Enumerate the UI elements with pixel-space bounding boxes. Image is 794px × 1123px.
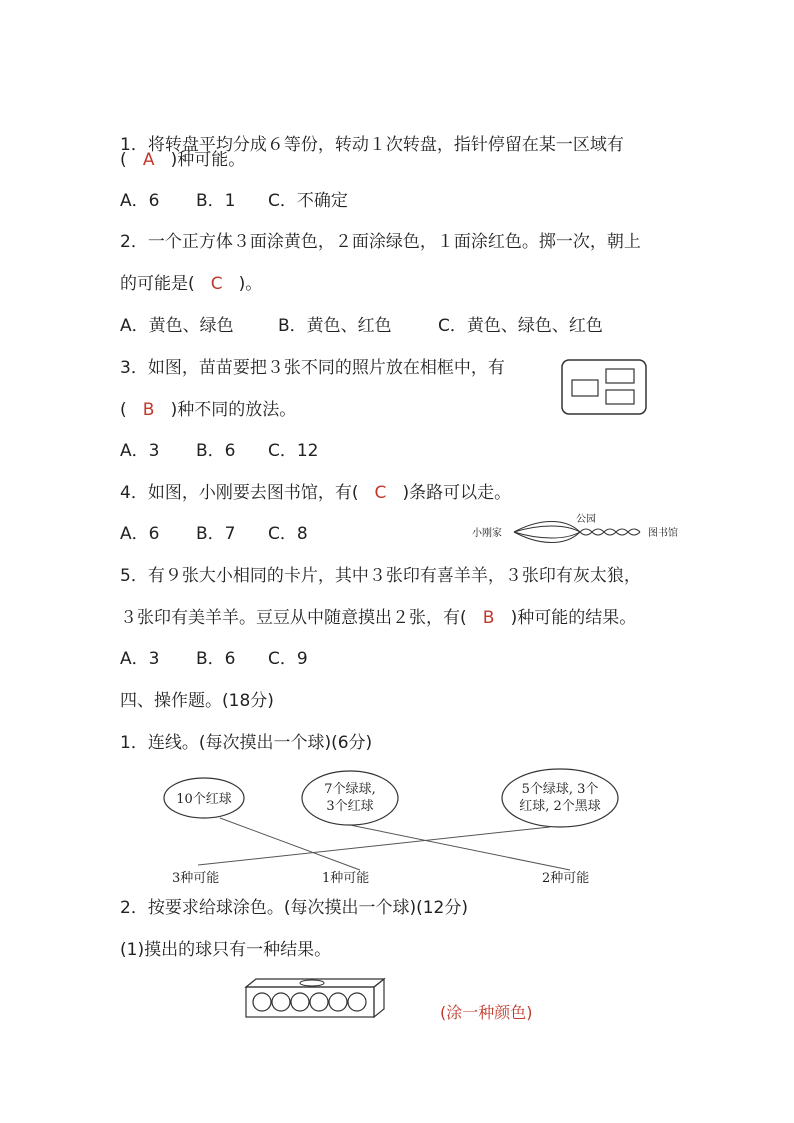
ball-6[interactable] — [348, 993, 366, 1011]
box-side — [374, 979, 384, 1017]
q1-text: 1．将转盘平均分成６等份，转动１次转盘，指针停留在某一区域有 — [120, 135, 624, 155]
outcome-2: 2种可能 — [542, 871, 590, 886]
q4-prefix: 4．如图，小刚要去图书馆，有( — [120, 483, 359, 503]
ball-box-figure — [240, 975, 390, 1025]
q2-answer-line — [120, 272, 262, 296]
q3-answer-line — [120, 398, 296, 422]
q2-prefix: 的可能是( — [120, 274, 195, 294]
map-label-library: 图书馆 — [648, 528, 678, 539]
q5-option-b: B．6 — [196, 649, 236, 669]
box-opening — [300, 980, 324, 986]
matching-figure — [150, 768, 650, 888]
route-home-park-1 — [514, 522, 580, 533]
bubble-10-red-text: 10个红球 — [176, 792, 232, 807]
bubble-5-green-3-red-2-black — [502, 769, 618, 827]
q3-options — [120, 439, 319, 463]
q2-option-a: A．黄色、绿色 — [120, 316, 234, 336]
frame-slot-top-right — [606, 369, 634, 383]
frame-slot-bottom-right — [606, 390, 634, 404]
q1-answer-line — [120, 148, 245, 172]
q1-option-a: A．6 — [120, 191, 160, 211]
photo-frame-figure — [560, 358, 650, 418]
q1-options — [120, 189, 348, 213]
q1-option-b: B．1 — [196, 191, 236, 211]
op1-title: 1．连线。(每次摸出一个球)(6分) — [120, 733, 373, 753]
q4-option-a: A．6 — [120, 524, 160, 544]
q5-prefix: ３张印有美羊羊。豆豆从中随意摸出２张，有( — [120, 608, 467, 628]
q2-option-b: B．黄色、红色 — [278, 316, 392, 336]
ball-1[interactable] — [253, 993, 271, 1011]
route-home-park-4 — [514, 532, 580, 543]
q5-suffix: )种可能的结果。 — [510, 608, 637, 628]
ball-5[interactable] — [329, 993, 347, 1011]
q4-options — [120, 522, 308, 546]
outcome-1: 1种可能 — [322, 871, 370, 886]
q2-options — [120, 314, 603, 338]
q5-option-c: C．9 — [268, 649, 308, 669]
q5-answer-line — [120, 606, 636, 630]
bubble-7-green-3-red — [302, 771, 398, 825]
q3-option-b: B．6 — [196, 441, 236, 461]
q4-suffix: )条路可以走。 — [402, 483, 512, 503]
q2-answer: C — [210, 274, 223, 294]
q3-text: 3．如图，苗苗要把３张不同的照片放在相框中，有 — [120, 358, 505, 378]
bubble-3-line-1: 5个绿球, 3个 — [521, 782, 599, 797]
q5-text: 5．有９张大小相同的卡片，其中３张印有喜羊羊，３张印有灰太狼， — [120, 566, 641, 586]
q4-answer: C — [374, 483, 387, 503]
ball-3[interactable] — [291, 993, 309, 1011]
op2-sub1: (1)摸出的球只有一种结果。 — [120, 940, 332, 960]
q4-option-c: C．8 — [268, 524, 308, 544]
q1-option-c: C．不确定 — [268, 191, 348, 211]
q2-text: 2．一个正方体３面涂黄色，２面涂绿色，１面涂红色。掷一次，朝上 — [120, 232, 641, 252]
outcome-3: 3种可能 — [172, 871, 220, 886]
q4-answer-line — [120, 481, 511, 505]
op2-title: 2．按要求给球涂色。(每次摸出一个球)(12分) — [120, 898, 468, 918]
q3-option-c: C．12 — [268, 441, 319, 461]
route-map-figure — [470, 512, 694, 546]
q2-suffix: )。 — [238, 274, 263, 294]
frame-slot-left — [572, 380, 598, 396]
map-label-home: 小刚家 — [472, 528, 502, 539]
q3-paren-open: ( — [120, 400, 127, 420]
q1-suffix: )种可能。 — [170, 150, 246, 170]
match-line-10-red — [220, 818, 360, 870]
frame-border — [562, 360, 646, 414]
map-label-park: 公园 — [576, 514, 596, 525]
ball-2[interactable] — [272, 993, 290, 1011]
match-line-5-green — [198, 827, 550, 865]
ball-4[interactable] — [310, 993, 328, 1011]
q2-option-c: C．黄色、绿色、红色 — [438, 316, 603, 336]
q5-options — [120, 647, 308, 671]
op2-note: (涂一种颜色) — [440, 1003, 533, 1022]
bubble-3-line-2: 红球, 2个黑球 — [519, 799, 601, 814]
q3-answer: B — [142, 400, 155, 420]
match-line-7-green — [350, 825, 570, 870]
q5-option-a: A．3 — [120, 649, 160, 669]
bubble-2-line-2: 3个红球 — [326, 799, 374, 814]
q5-answer: B — [482, 608, 495, 628]
bubble-2-line-1: 7个绿球, — [324, 782, 376, 797]
section-4-title: 四、操作题。(18分) — [120, 691, 274, 711]
q4-option-b: B．7 — [196, 524, 236, 544]
q3-option-a: A．3 — [120, 441, 160, 461]
q1-paren-open: ( — [120, 150, 127, 170]
q1-answer: A — [142, 150, 155, 170]
q3-suffix: )种不同的放法。 — [170, 400, 297, 420]
